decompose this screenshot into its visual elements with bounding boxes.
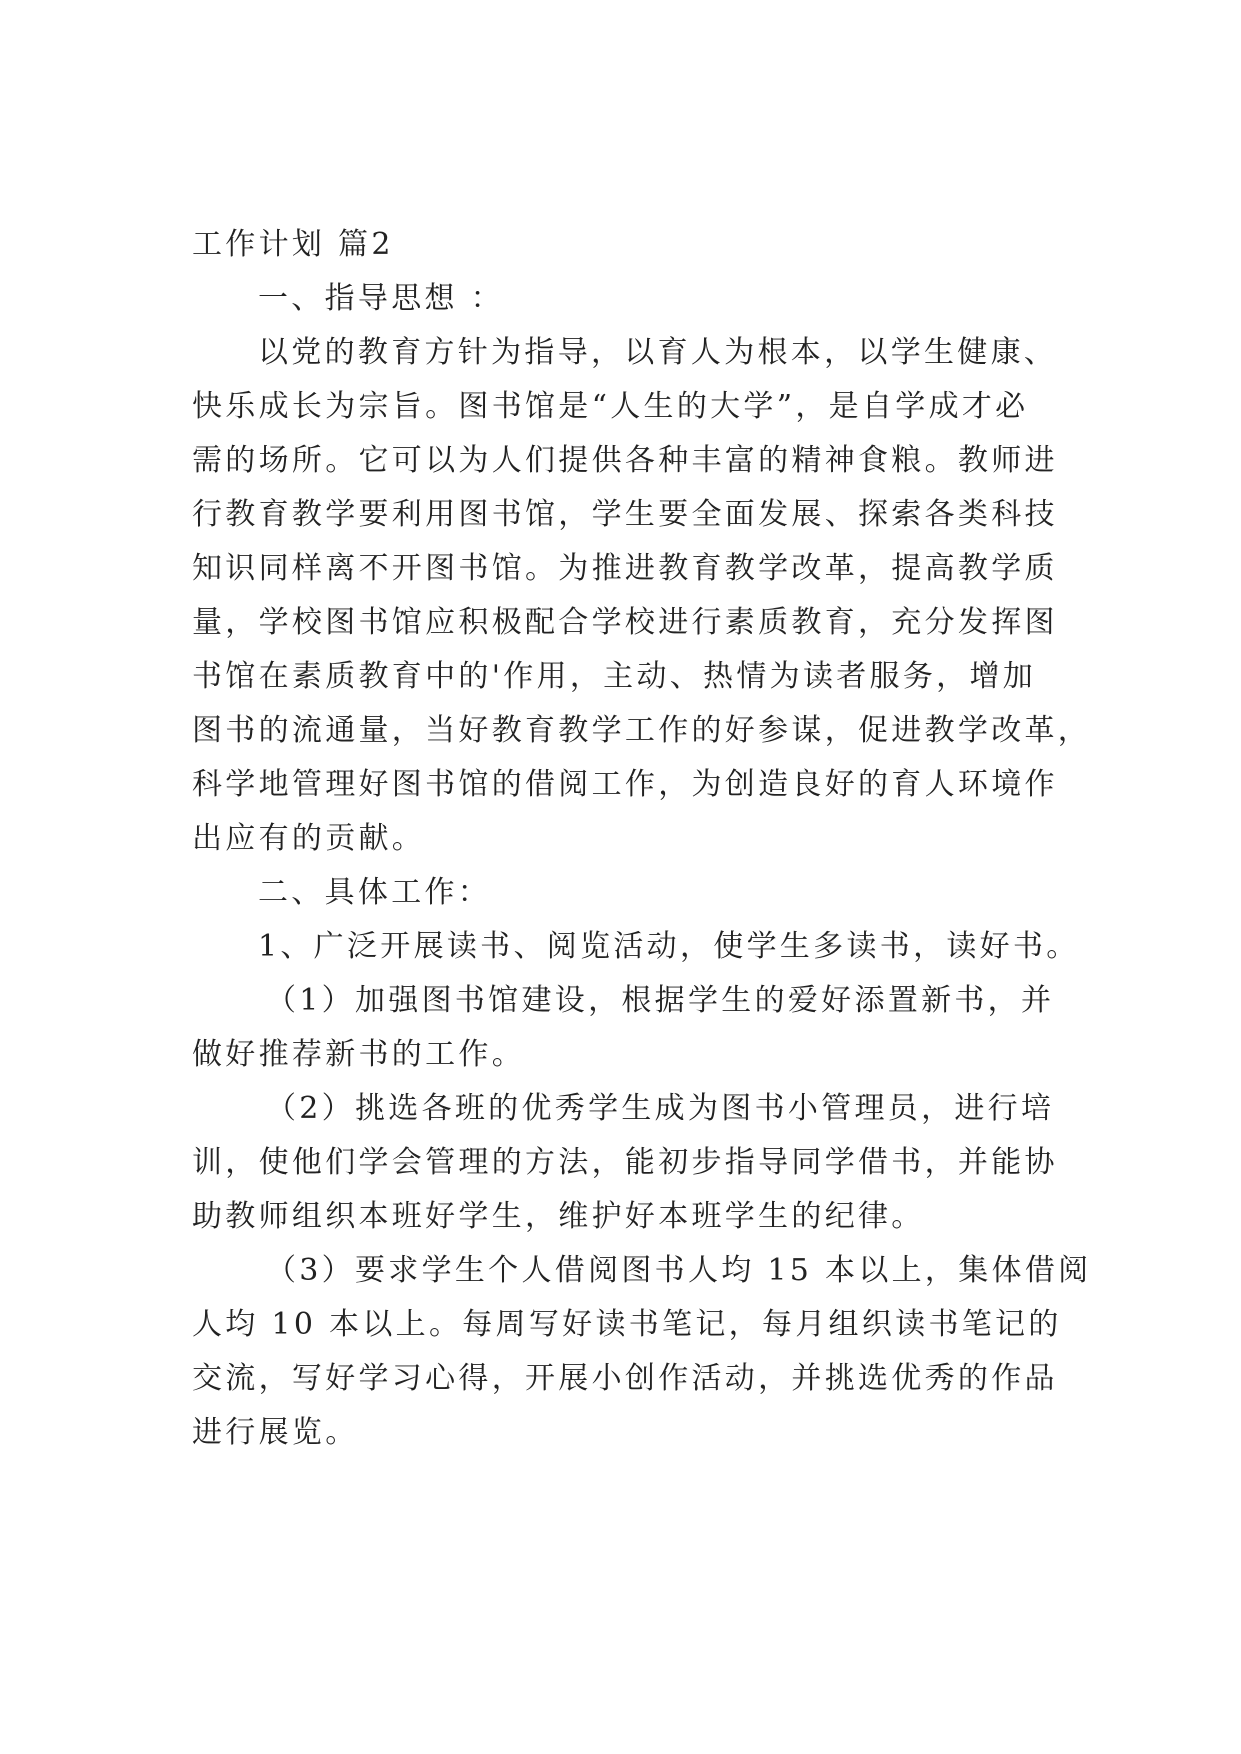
subitem-2 xyxy=(192,1082,1058,1244)
subitem-line: 交流，写好学习心得，开展小创作活动，并挑选优秀的作品 xyxy=(192,1361,1058,1396)
subitem-line: （2）挑选各班的优秀学生成为图书小管理员，进行培 xyxy=(266,1091,1055,1126)
subitem-line: （3）要求学生个人借阅图书人均 15 本以上，集体借阅 xyxy=(266,1253,1092,1288)
subitem-line: 训，使他们学会管理的方法，能初步指导同学借书，并能协 xyxy=(192,1145,1058,1180)
subitem-line: 助教师组织本班好学生，维护好本班学生的纪律。 xyxy=(192,1199,925,1234)
paragraph-line: 量，学校图书馆应积极配合学校进行素质教育，充分发挥图 xyxy=(192,605,1058,640)
subitem-line: 人均 10 本以上。每周写好读书笔记，每月组织读书笔记的 xyxy=(192,1307,1062,1342)
document-body xyxy=(192,218,1092,1460)
paragraph-line: 需的场所。它可以为人们提供各种丰富的精神食粮。教师进 xyxy=(192,443,1058,478)
list-item-1: 1、广泛开展读书、阅览活动，使学生多读书，读好书。 xyxy=(258,929,1080,964)
document-title: 工作计划 篇2 xyxy=(192,227,394,262)
paragraph-line: 以党的教育方针为指导，以育人为根本，以学生健康、 xyxy=(258,335,1058,370)
subitem-3 xyxy=(192,1244,1092,1460)
paragraph-line: 知识同样离不开图书馆。为推进教育教学改革，提高教学质 xyxy=(192,551,1058,586)
paragraph-line: 快乐成长为宗旨。图书馆是“人生的大学”，是自学成才必 xyxy=(192,389,1029,424)
section-heading-specific-work: 二、具体工作： xyxy=(258,875,492,910)
subitem-1 xyxy=(192,974,1055,1082)
paragraph-guiding-thought xyxy=(192,326,1092,866)
paragraph-line: 图书的流通量，当好教育教学工作的好参谋，促进教学改革， xyxy=(192,713,1092,748)
paragraph-line: 书馆在素质教育中的'作用，主动、热情为读者服务，增加 xyxy=(192,659,1037,694)
section-heading-guiding-thought: 一、指导思想 ： xyxy=(258,281,504,316)
paragraph-line: 科学地管理好图书馆的借阅工作，为创造良好的育人环境作 xyxy=(192,767,1058,802)
subitem-line: 进行展览。 xyxy=(192,1415,359,1450)
subitem-line: 做好推荐新书的工作。 xyxy=(192,1037,525,1072)
paragraph-line: 出应有的贡献。 xyxy=(192,821,426,856)
subitem-line: （1）加强图书馆建设，根据学生的爱好添置新书，并 xyxy=(266,983,1055,1018)
paragraph-line: 行教育教学要利用图书馆，学生要全面发展、探索各类科技 xyxy=(192,497,1058,532)
